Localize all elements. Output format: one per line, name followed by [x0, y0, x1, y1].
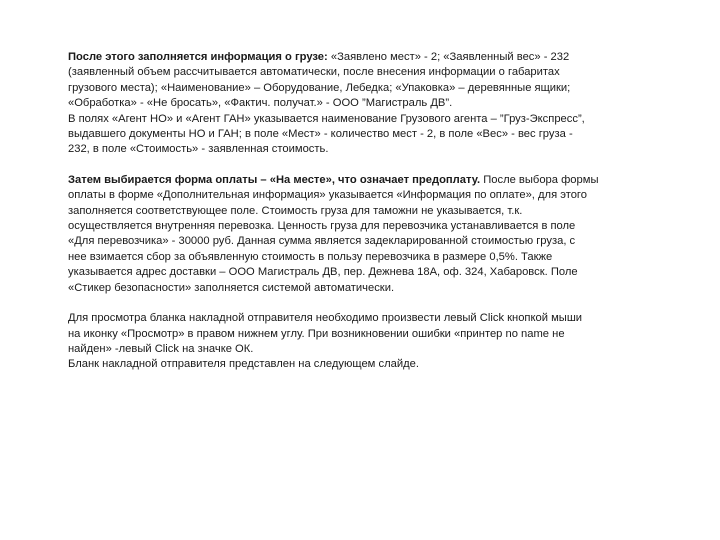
text-line — [68, 234, 668, 249]
text-run: оплаты в форме «Дополнительная информация» указывается «Информация по оплате», для этого — [68, 189, 587, 202]
text-run: выдавшего документы НО и ГАН; в поле «Мест» - количество мест - 2, в поле «Вес» - вес груза - — [68, 128, 573, 141]
text-line — [68, 342, 668, 357]
text-run: указывается адрес доставки – ООО Магистраль ДВ, пер. Дежнева 18А, оф. 324, Хабаровск. Поле — [68, 266, 578, 279]
text-line — [68, 311, 668, 326]
text-line — [68, 281, 668, 296]
text-line — [68, 112, 668, 127]
text-run: «Для перевозчика» - 30000 руб. Данная сумма является задекларированной стоимостью груза, с — [68, 235, 576, 248]
text-line — [68, 96, 668, 111]
paragraph-1 — [68, 50, 668, 158]
text-line — [68, 265, 668, 280]
bold-text-run: После этого заполняется информация о грузе: — [68, 51, 328, 63]
text-line — [68, 188, 668, 203]
text-line — [68, 81, 668, 96]
text-line — [68, 50, 668, 65]
text-line — [68, 219, 668, 234]
text-run: грузового места); «Наименование» – Оборудование, Лебедка; «Упаковка» – деревянные ящики; — [68, 81, 571, 94]
text-line — [68, 204, 668, 219]
text-run: Для просмотра бланка накладной отправителя необходимо произвести левый Click кнопкой мыши — [68, 312, 583, 325]
text-line — [68, 65, 668, 80]
text-run: «Заявлено мест» - 2; «Заявленный вес» - 232 — [327, 51, 570, 63]
text-run: «Стикер безопасности» заполняется системой автоматически. — [68, 281, 395, 294]
text-line — [68, 357, 668, 372]
text-line — [68, 127, 668, 142]
bold-text-run: Затем выбирается форма оплаты – «На месте», что означает предоплату. — [68, 173, 481, 186]
text-run: нее взимается сбор за объявленную стоимость в пользу перевозчика в размере 0,5%. Также — [68, 250, 553, 263]
text-line — [68, 327, 668, 342]
text-run: После выбора формы — [480, 173, 599, 186]
text-run: (заявленный объем рассчитывается автоматически, после внесения информации о габаритах — [68, 66, 560, 79]
paragraph-3 — [68, 311, 668, 373]
text-run: В полях «Агент НО» и «Агент ГАН» указывается наименование Грузового агента – ”Груз-Экспресс”, — [68, 112, 585, 125]
text-run: осуществляется внутренняя перевозка. Ценность груза для перевозчика устанавливается в поле — [68, 220, 576, 233]
text-run: на иконку «Просмотр» в правом нижнем углу. При возникновении ошибки «принтер no name не — [68, 327, 565, 340]
paragraph-2 — [68, 173, 668, 296]
text-run: 232, в поле «Стоимость» - заявленная стоимость. — [68, 143, 329, 156]
text-run: заполняется соответствующее поле. Стоимость груза для таможни не указывается, т.к. — [68, 204, 523, 217]
slide-text-body — [68, 50, 668, 388]
text-run: Бланк накладной отправителя представлен на следующем слайде. — [68, 358, 419, 371]
text-line — [68, 250, 668, 265]
text-line — [68, 173, 668, 188]
text-run: «Обработка» - «Не бросать», «Фактич. получат.» - ООО ”Магистраль ДВ”. — [68, 97, 453, 110]
text-line — [68, 142, 668, 157]
text-run: найден» -левый Click на значке ОК. — [68, 342, 254, 355]
